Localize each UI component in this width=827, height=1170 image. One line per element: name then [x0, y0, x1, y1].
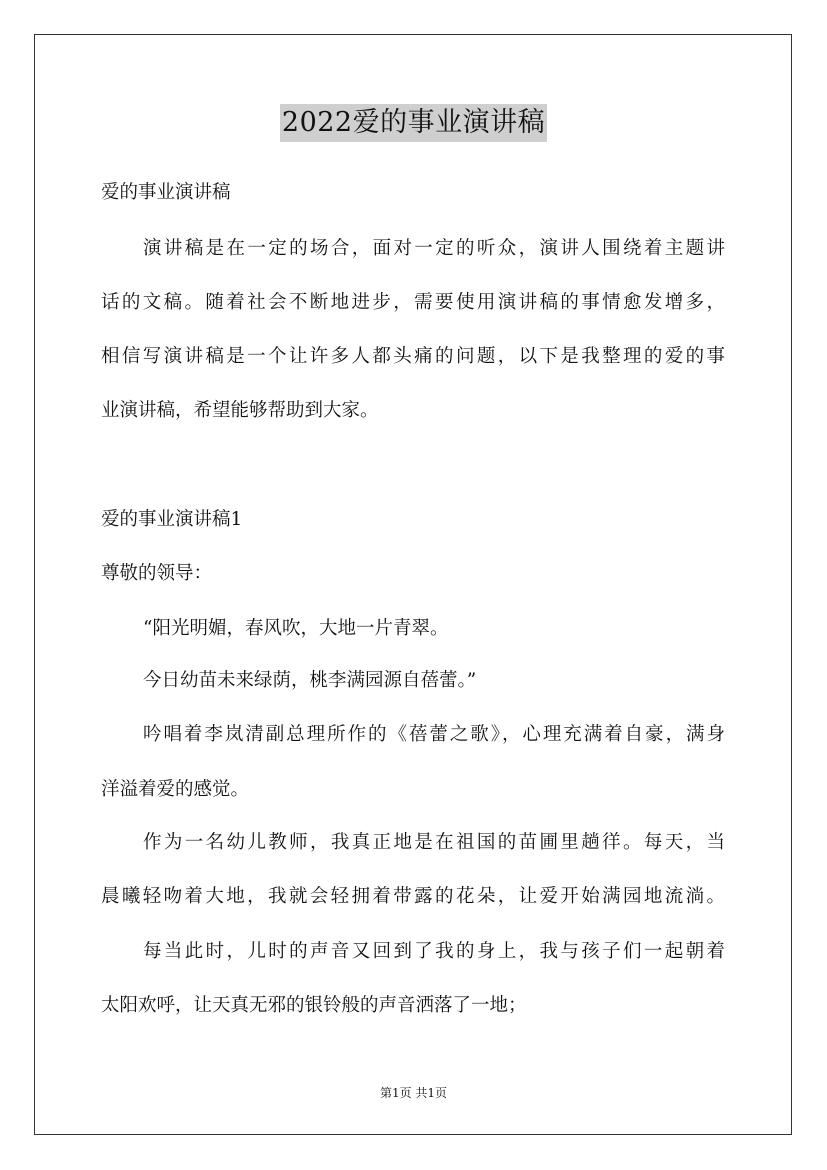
intro-line-1: 演讲稿是在一定的场合，面对一定的听众，演讲人围绕着主题讲	[143, 238, 725, 259]
document-title: 2022爱的事业演讲稿	[280, 104, 547, 142]
document-title-wrap	[0, 104, 827, 142]
body-line-3: 吟唱着李岚清副总理所作的《蓓蕾之歌》，心理充满着自豪，满身	[143, 724, 725, 745]
heading: 爱的事业演讲稿	[101, 182, 231, 203]
body-line-5: 作为一名幼儿教师，我真正地是在祖国的苗圃里趟徉。每天，当	[143, 832, 725, 853]
intro-line-2: 话的文稿。随着社会不断地进步，需要使用演讲稿的事情愈发增多，	[101, 292, 725, 313]
body-line-8: 太阳欢呼，让天真无邪的银铃般的声音洒落了一地；	[101, 995, 527, 1016]
page-footer: 第1页 共1页	[379, 1086, 448, 1100]
body-line-6: 晨曦轻吻着大地，我就会轻拥着带露的花朵，让爱开始满园地流淌。	[101, 886, 725, 907]
salutation: 尊敬的领导：	[101, 563, 213, 584]
body-line-1: “阳光明媚，春风吹，大地一片青翠。	[143, 618, 449, 639]
body-line-7: 每当此时，儿时的声音又回到了我的身上，我与孩子们一起朝着	[143, 941, 725, 962]
section-title: 爱的事业演讲稿1	[101, 509, 243, 530]
body-line-2: 今日幼苗未来绿荫，桃李满园源自蓓蕾。”	[143, 670, 477, 691]
body-line-4: 洋溢着爱的感觉。	[101, 779, 250, 800]
intro-line-4: 业演讲稿，希望能够帮助到大家。	[101, 400, 379, 421]
intro-line-3: 相信写演讲稿是一个让许多人都头痛的问题，以下是我整理的爱的事	[101, 346, 725, 367]
